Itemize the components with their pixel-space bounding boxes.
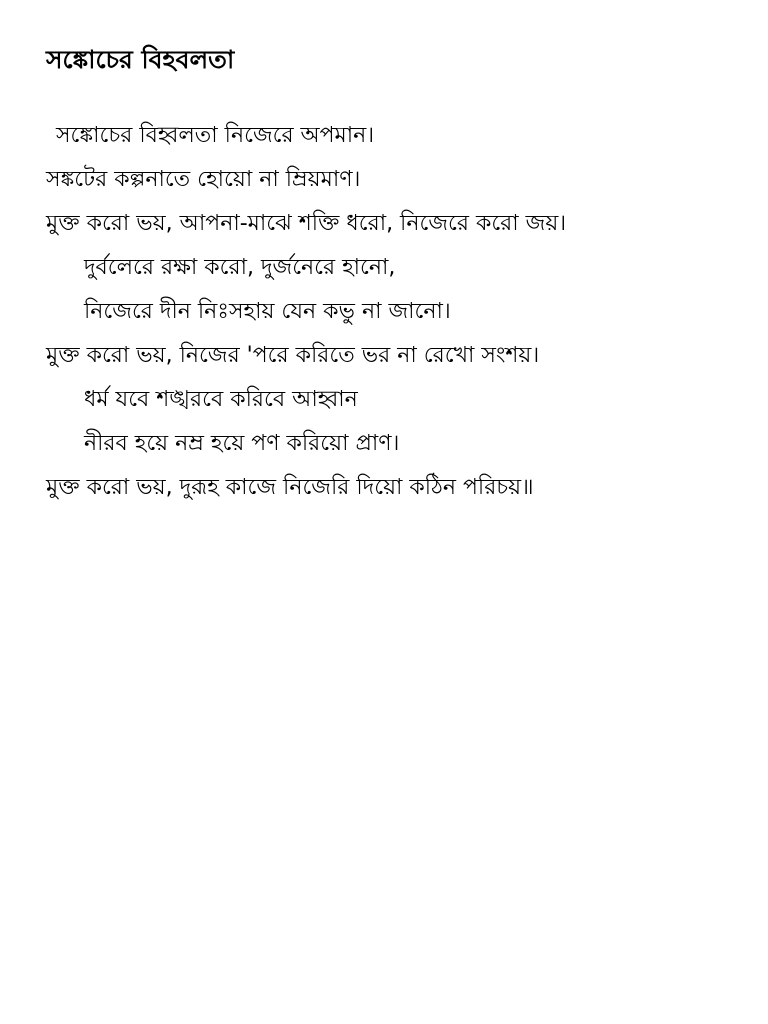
- poem-line: মুক্ত করো ভয়, আপনা-মাঝে শক্তি ধরো, নিজেরে করো জয়।: [46, 211, 567, 236]
- poem-body: [46, 114, 746, 510]
- poem-line: নীরব হয়ে নম্র হয়ে পণ করিয়ো প্রাণ।: [84, 431, 400, 456]
- poem-line: সঙ্কটের কল্পনাতে হোয়ো না ম্রিয়মাণ।: [46, 167, 361, 192]
- poem-line: সঙ্কোচের বিহ্বলতা নিজেরে অপমান।: [56, 123, 375, 148]
- poem-title: সঙ্কোচের বিহবলতা: [46, 45, 235, 74]
- poem-line: মুক্ত করো ভয়, নিজের 'পরে করিতে ভর না রেখো সংশয়।: [46, 343, 540, 368]
- poem-line: ধর্ম যবে শঙ্খরবে করিবে আহ্বান: [84, 387, 358, 412]
- poem-line: মুক্ত করো ভয়, দুরূহ কাজে নিজেরি দিয়ো কঠিন পরিচয়॥: [46, 475, 534, 500]
- poem-line: নিজেরে দীন নিঃসহায় যেন কভু না জানো।: [84, 299, 451, 324]
- poem-line: দুর্বলেরে রক্ষা করো, দুর্জনেরে হানো,: [84, 255, 396, 280]
